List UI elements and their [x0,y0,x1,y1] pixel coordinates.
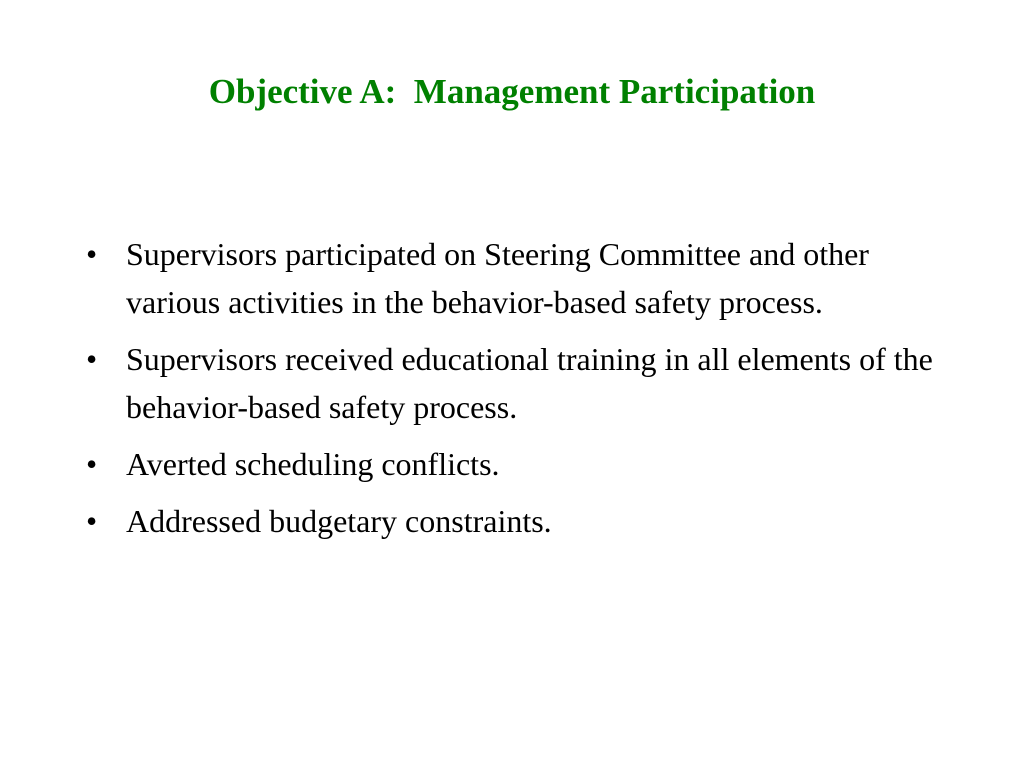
bullet-item [86,335,936,431]
bullet-item [86,440,936,488]
bullet-text: Averted scheduling conflicts. [126,446,500,482]
bullet-marker-icon: • [86,341,98,377]
bullet-text: Addressed budgetary constraints. [126,503,552,539]
bullet-text: Supervisors received educational training in all elements of the behavior-based safety process. [126,341,933,425]
bullet-item [86,230,936,326]
bullet-text: Supervisors participated on Steering Committee and other various activities in the behavior-based safety process. [126,236,869,320]
bullet-marker-icon: • [86,503,98,539]
slide-title: Objective A: Management Participation [208,72,816,111]
bullet-list [86,230,936,554]
bullet-item [86,497,936,545]
bullet-marker-icon: • [86,236,98,272]
bullet-marker-icon: • [86,446,98,482]
